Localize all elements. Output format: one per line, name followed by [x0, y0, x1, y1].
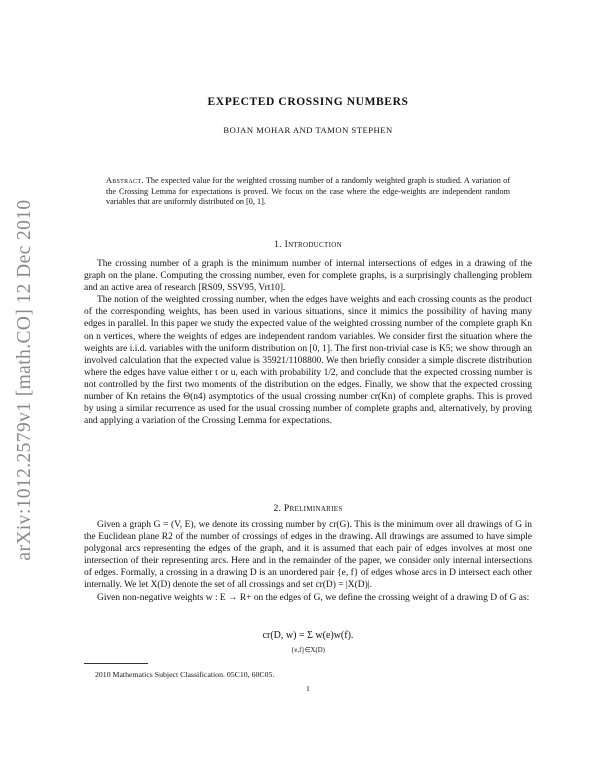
footnote-rule [84, 663, 148, 664]
section-heading-preliminaries: 2. Preliminaries [273, 503, 343, 514]
footnote-classification: 2010 Mathematics Subject Classification. 05C10, 60C05. [95, 670, 275, 679]
paragraph: The notion of the weighted crossing number, when the edges have weights and each crossing counts as the product of the corresponding weights, has been used in various situations, since it mimics the possibility of having many edges in parallel. In this paper we study the expected value of the weighted crossing number of the complete graph Kn on n vertices, where the weights of edges are independent random variables. We consider first the situation where the weights are i.i.d. variables with the uniform distribution on [0, 1]. The first non-trivial case is K5; we show through an involved calculation that the expected value is 35921/1108800. We then briefly consider a simple discrete distribution where the edges have value either t or u, each with probability 1/2, and conclude that the expected crossing number is not controlled by the first two moments of the distribution on the edges. Finally, we show that the expected crossing number of Kn retains the Θ(n4) asymptotics of the usual crossing number cr(Kn) of complete graphs. This is proved by using a similar recurrence as used for the usual crossing number of complete graphs and, alternatively, by proving and applying a variation of the Crossing Lemma for expectations. [84, 295, 532, 427]
abstract [106, 176, 510, 208]
section-heading-introduction: 1. Introduction [274, 239, 342, 250]
abstract-text: The expected value for the weighted crossing number of a randomly weighted graph is studied. A variation of the Crossing Lemma for expectations is proved. We focus on the case where the edge-weights are independent random variables that are uniformly distributed on [0, 1]. [106, 176, 510, 207]
equation-summation-index: {e,f}∈X(D) [291, 647, 325, 654]
paper-title: EXPECTED CROSSING NUMBERS [207, 96, 409, 108]
paragraph: Given non-negative weights w : E → R+ on the edges of G, we define the crossing weight of a drawing D of G as: [97, 592, 530, 603]
paragraph: Given a graph G = (V, E), we denote its crossing number by cr(G). This is the minimum over all drawings of G in the Euclidean plane R2 of the number of crossings of edges in the drawing. All drawings are assumed to have simple polygonal arcs representing the edges of the graph, and it is assumed that each pair of edges involves at most one intersection of their representing arcs. Here and in the remainder of the paper, we consider only internal intersections of edges. Formally, a crossing in a drawing D is an unordered pair {e, f} of edges whose arcs in D intersect each other internally. We let X(D) denote the set of all crossings and set cr(D) = |X(D)|. [84, 520, 532, 591]
arxiv-identifier: arXiv:1012.2579v1 [math.CO] 12 Dec 2010 [14, 199, 35, 561]
paragraph: The crossing number of a graph is the minimum number of internal intersections of edges in a drawing of the graph on the plane. Computing the crossing number, even for complete graphs, is a surprisingly challenging problem and an active area of research [RS09, SSV95, Vrt10]. [84, 259, 532, 294]
preliminaries-body [84, 519, 532, 604]
page-number: 1 [306, 684, 310, 693]
arxiv-sidebar-stamp [10, 160, 40, 600]
paper-authors: BOJAN MOHAR AND TAMON STEPHEN [223, 125, 393, 135]
abstract-heading: Abstract. [106, 176, 144, 185]
introduction-body [84, 258, 532, 427]
crossing-weight-equation: cr(D, w) = Σ w(e)w(f). [262, 630, 354, 641]
